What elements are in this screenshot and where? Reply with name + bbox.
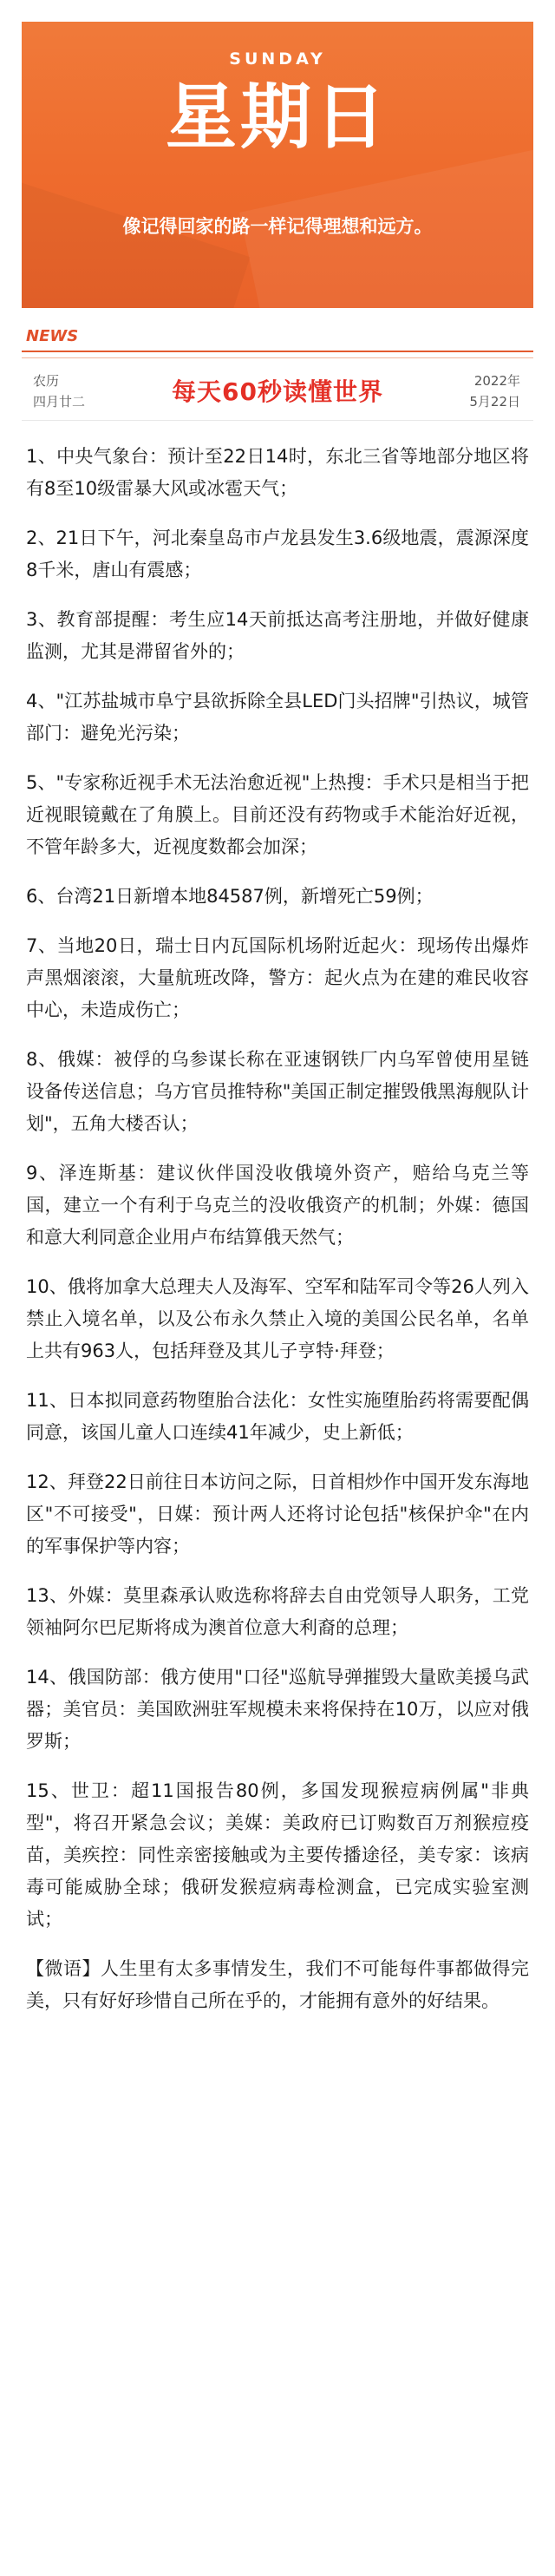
daily-saying: 【微语】人生里有太多事情发生，我们不可能每件事都做得完美，只有好好珍惜自己所在乎的，才能拥有意外的好结果。 — [26, 1958, 529, 2011]
headline: 每天60秒读懂世界 — [172, 377, 383, 406]
banner-english-day: SUNDAY — [229, 49, 326, 69]
month-day: 5月22日 — [469, 394, 520, 410]
news-item: 11、日本拟同意药物堕胎合法化：女性实施堕胎药将需要配偶同意，该国儿童人口连续41年减少，史上新低； — [26, 1390, 529, 1443]
banner-decoration — [22, 177, 251, 308]
header-banner — [22, 22, 533, 308]
news-item: 1、中央气象台：预计至22日14时，东北三省等地部分地区将有8至10级雷暴大风或冰雹天气； — [26, 446, 529, 499]
news-item: 10、俄将加拿大总理夫人及海军、空军和陆军司令等26人列入禁止入境名单，以及公布永久禁止入境的美国公民名单，名单上共有963人，包括拜登及其儿子亨特·拜登； — [26, 1276, 529, 1361]
lunar-label: 农历 — [33, 373, 60, 389]
news-item: 9、泽连斯基：建议伙伴国没收俄境外资产，赔给乌克兰等国，建立一个有利于乌克兰的没收俄资产的机制；外媒：德国和意大利同意企业用卢布结算俄天然气； — [26, 1163, 529, 1248]
lunar-date-value: 四月廿二 — [33, 394, 86, 410]
news-item: 4、"江苏盐城市阜宁县欲拆除全县LED门头招牌"引热议，城管部门：避免光污染； — [26, 691, 529, 744]
banner-chinese-day: 星期日 — [165, 76, 389, 159]
news-item: 5、"专家称近视手术无法治愈近视"上热搜：手术只是相当于把近视眼镜戴在了角膜上。目前还没有药物或手术能治好近视，不管年龄多大，近视度数都会加深； — [26, 772, 529, 857]
news-item: 14、俄国防部：俄方使用"口径"巡航导弹摧毁大量欧美援乌武器；美官员：美国欧洲驻军规模未来将保持在10万，以应对俄罗斯； — [26, 1667, 529, 1752]
news-item: 7、当地20日，瑞士日内瓦国际机场附近起火：现场传出爆炸声黑烟滚滚，大量航班改降，警方：起火点为在建的难民收容中心，未造成伤亡； — [26, 935, 529, 1020]
news-item: 6、台湾21日新增本地84587例，新增死亡59例； — [26, 886, 434, 907]
news-item: 3、教育部提醒：考生应14天前抵达高考注册地，并做好健康监测，尤其是滞留省外的； — [26, 609, 529, 662]
divider — [22, 351, 533, 352]
news-label: NEWS — [26, 327, 79, 345]
news-item: 2、21日下午，河北秦皇岛市卢龙县发生3.6级地震，震源深度8千米，唐山有震感； — [26, 528, 529, 580]
banner-motto: 像记得回家的路一样记得理想和远方。 — [122, 216, 433, 237]
divider — [22, 357, 533, 358]
gregorian-date — [442, 370, 520, 412]
news-item: 13、外媒：莫里森承认败选称将辞去自由党领导人职务，工党领袖阿尔巴尼斯将成为澳首位意大利裔的总理； — [26, 1585, 529, 1638]
news-item: 12、拜登22日前往日本访问之际，日首相炒作中国开发东海地区"不可接受"，日媒：预计两人还将讨论包括"核保护伞"在内的军事保护等内容； — [26, 1472, 529, 1557]
lunar-date — [33, 370, 94, 412]
news-item: 8、俄媒：被俘的乌参谋长称在亚速钢铁厂内乌军曾使用星链设备传送信息；乌方官员推特称"美国正制定摧毁俄黑海舰队计划"，五角大楼否认； — [26, 1049, 529, 1134]
divider — [22, 420, 533, 421]
year: 2022年 — [473, 373, 520, 389]
news-list — [26, 441, 529, 2017]
news-item: 15、世卫：超11国报告80例，多国发现猴痘病例属"非典型"，将召开紧急会议；美媒：美政府已订购数百万剂猴痘疫苗，美疾控：同性亲密接触或为主要传播途径，美专家：该病毒可能威胁全球；俄研发猴痘病毒检测盒，已完成实验室测试； — [26, 1780, 529, 1930]
